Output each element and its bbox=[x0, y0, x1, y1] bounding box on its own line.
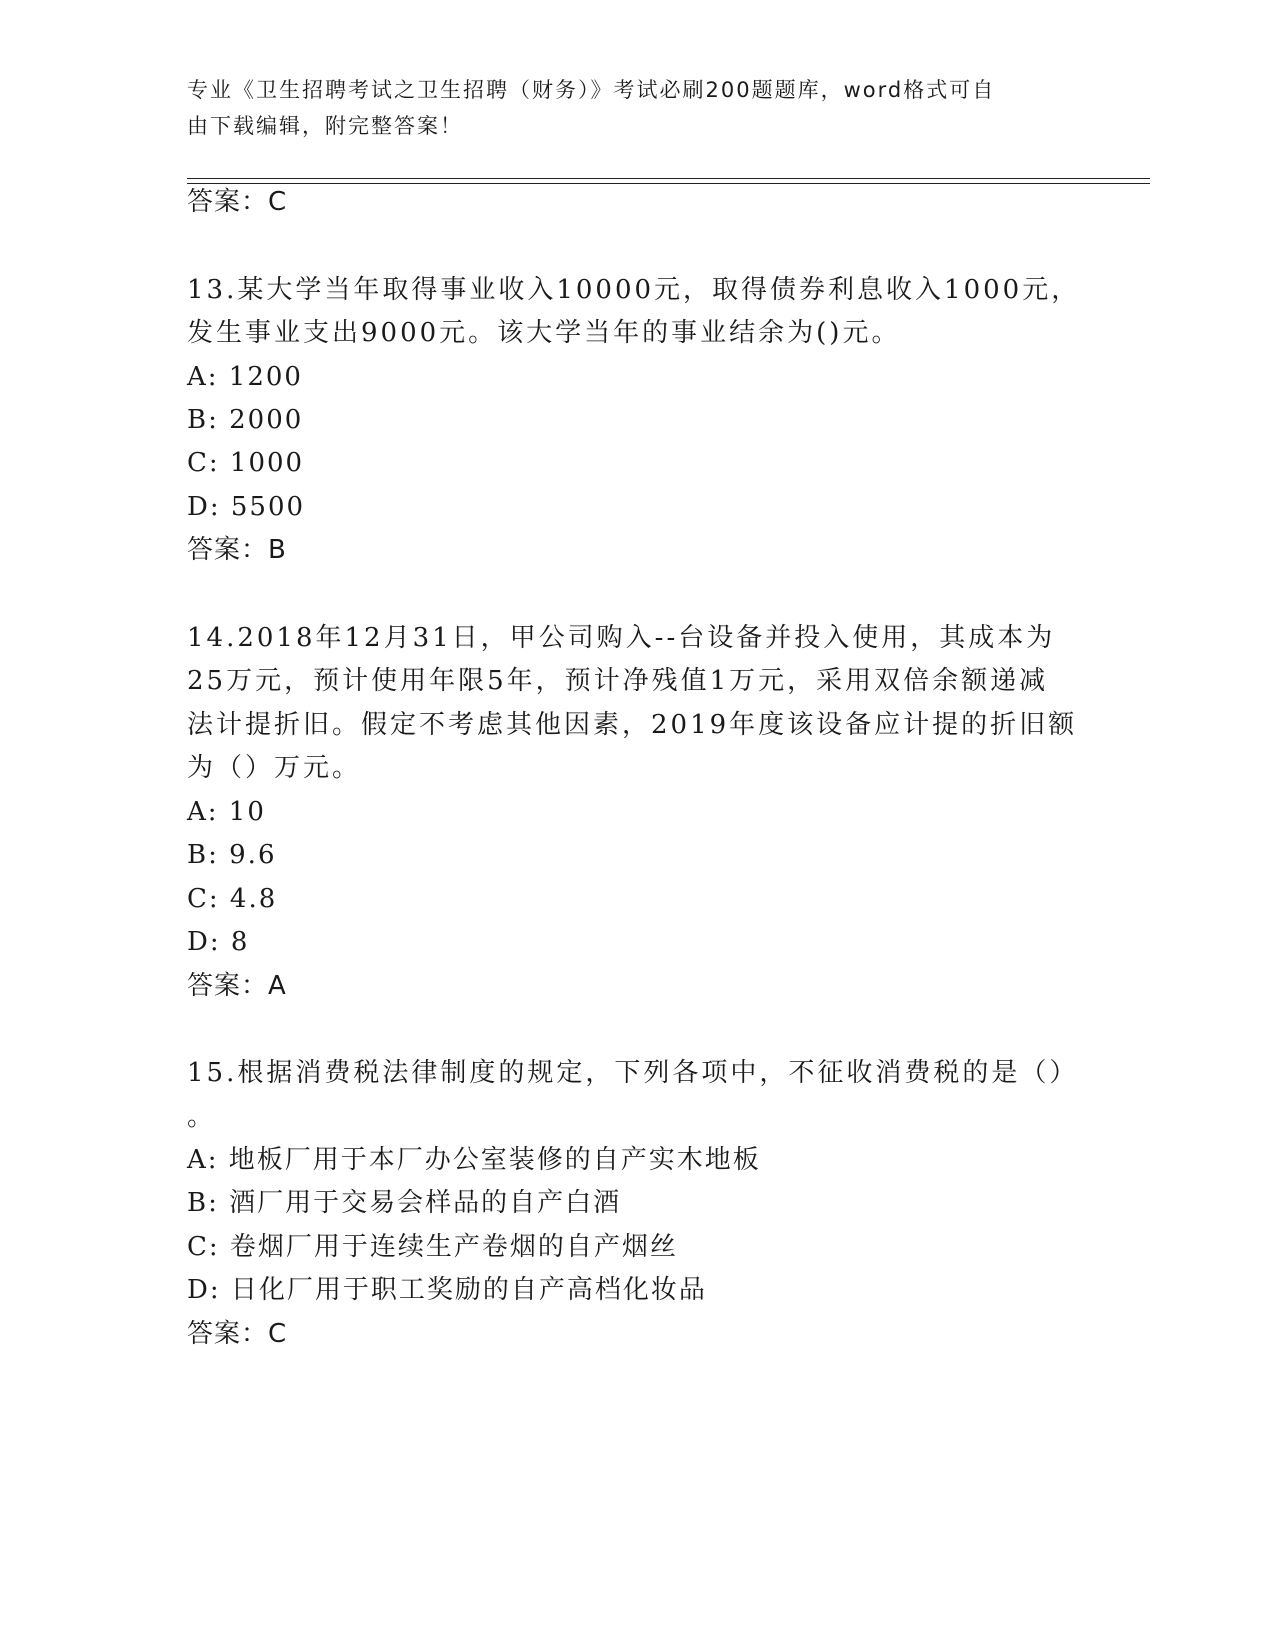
answer: 答案：C bbox=[187, 1319, 288, 1349]
option-c: C: 4.8 bbox=[187, 884, 278, 914]
answer: 答案：A bbox=[187, 971, 287, 1001]
header-line-2: 由下载编辑，附完整答案！ bbox=[187, 114, 463, 138]
option-d: D: 日化厂用于职工奖励的自产高档化妆品 bbox=[187, 1275, 707, 1305]
option-a: A: 地板厂用于本厂办公室装修的自产实木地板 bbox=[187, 1145, 761, 1175]
question-text-line: 13.某大学当年取得事业收入10000元，取得债券利息收入1000元， bbox=[187, 275, 1081, 305]
header-line-1: 专业《卫生招聘考试之卫生招聘（财务）》考试必刷200题题库，word格式可自 bbox=[187, 78, 996, 102]
question-text-line: 14.2018年12月31日，甲公司购入--台设备并投入使用，其成本为 bbox=[187, 623, 1056, 653]
option-b: B: 9.6 bbox=[187, 840, 277, 870]
question-text-line: 25万元，预计使用年限5年，预计净残值1万元，采用双倍余额递减 bbox=[187, 666, 1049, 696]
question-text-line: 发生事业支出9000元。该大学当年的事业结余为()元。 bbox=[187, 318, 901, 348]
header-divider-bottom bbox=[187, 183, 1150, 184]
option-a: A: 10 bbox=[187, 797, 266, 827]
option-a: A: 1200 bbox=[187, 362, 303, 392]
question-text-line: 法计提折旧。假定不考虑其他因素，2019年度该设备应计提的折旧额 bbox=[187, 710, 1078, 740]
option-b: B: 酒厂用于交易会样品的自产白酒 bbox=[187, 1188, 622, 1218]
question-text-line: 。 bbox=[187, 1102, 217, 1132]
header-divider-top bbox=[187, 178, 1150, 179]
previous-answer: 答案：C bbox=[187, 187, 288, 217]
option-c: C: 1000 bbox=[187, 448, 305, 478]
option-c: C: 卷烟厂用于连续生产卷烟的自产烟丝 bbox=[187, 1232, 678, 1262]
question-text-line: 为（）万元。 bbox=[187, 753, 362, 783]
option-d: D: 5500 bbox=[187, 492, 306, 522]
answer: 答案：B bbox=[187, 535, 287, 565]
document-header bbox=[187, 72, 1067, 144]
option-b: B: 2000 bbox=[187, 405, 304, 435]
option-d: D: 8 bbox=[187, 927, 250, 957]
question-text-line: 15.根据消费税法律制度的规定，下列各项中，不征收消费税的是（） bbox=[187, 1058, 1079, 1088]
